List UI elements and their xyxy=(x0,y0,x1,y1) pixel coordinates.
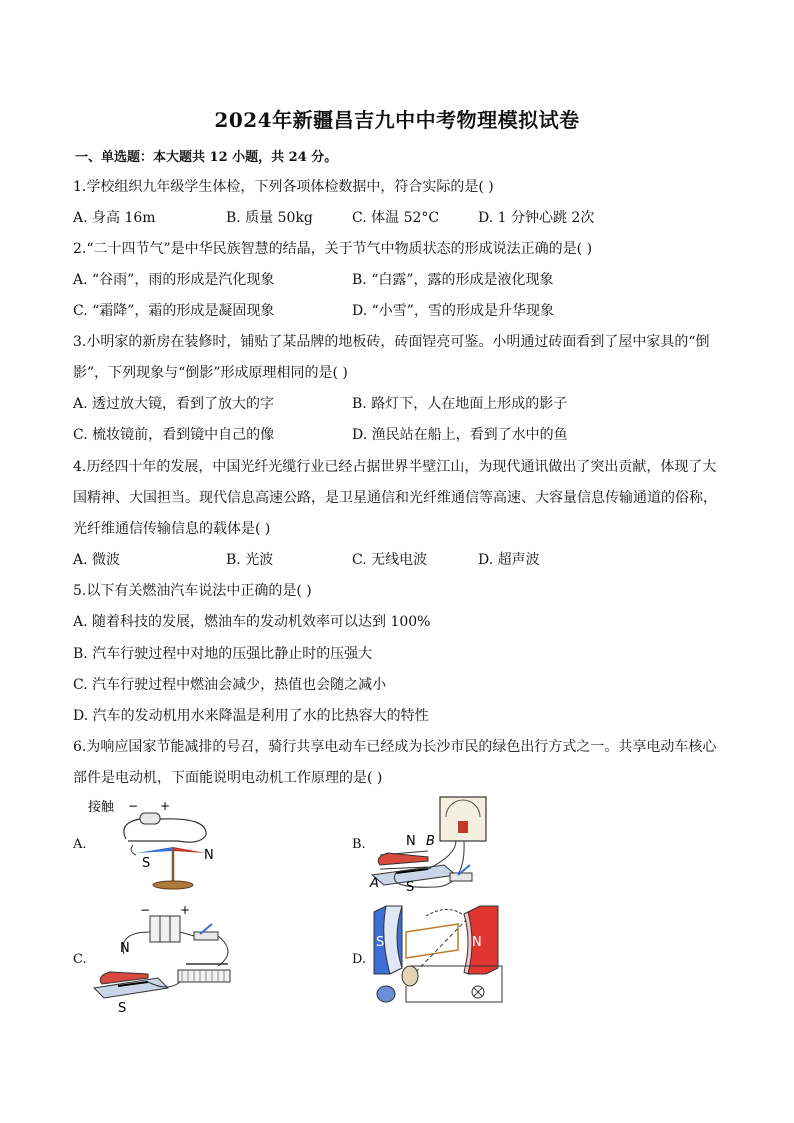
q1-option-a[interactable]: A. 身高 16m xyxy=(73,210,156,226)
q5-option-c[interactable]: C. 汽车行驶过程中燃油会减少，热值也会随之减小 xyxy=(73,677,387,693)
question-3-stem-line1: 3.小明家的新房在装修时，铺贴了某品牌的地板砖，砖面锃亮可鉴。小明通过砖面看到了屋中家具的“倒 xyxy=(73,334,710,350)
q2-option-d[interactable]: D. “小雪”，雪的形成是升华现象 xyxy=(352,303,554,319)
q2-option-c[interactable]: C. “霜降”，霜的形成是凝固现象 xyxy=(73,303,275,319)
q3-option-c[interactable]: C. 梳妆镜前，看到镜中自己的像 xyxy=(73,427,275,443)
question-4-stem-line3: 光纤维通信传输信息的载体是( ) xyxy=(73,521,271,537)
stand-base-icon xyxy=(153,881,193,889)
q6-option-a-label[interactable]: A. xyxy=(73,837,87,852)
rotation-arrow-icon xyxy=(131,845,136,855)
battery-icon xyxy=(140,813,160,824)
crank-wheel-icon xyxy=(377,986,395,1002)
fig-b-n-label: N xyxy=(406,834,416,849)
q4-option-a[interactable]: A. 微波 xyxy=(73,552,121,568)
question-4-stem-line1: 4.历经四十年的发展，中国光纤光缆行业已经占据世界半壁江山，为现代通讯做出了突出贡献，体现了大 xyxy=(73,459,717,475)
needle-south-icon xyxy=(136,847,173,853)
fig-c-n-label: N xyxy=(120,941,130,956)
battery-cell-icon xyxy=(170,916,180,942)
q3-option-b[interactable]: B. 路灯下，人在地面上形成的影子 xyxy=(352,396,568,412)
figure-d-generator-model xyxy=(366,902,506,1012)
fig-a-touch-label: 接触 xyxy=(88,800,115,815)
fig-b-b-label: B xyxy=(426,834,435,849)
q3-option-a[interactable]: A. 透过放大镜，看到了放大的字 xyxy=(73,396,275,412)
question-6-stem-line2: 部件是电动机，下面能说明电动机工作原理的是( ) xyxy=(73,770,383,786)
fig-b-s-label: S xyxy=(406,880,415,895)
question-4-stem-line2: 国精神、大国担当。现代信息高速公路，是卫星通信和光纤维通信等高速、大容量信息传输通道的俗称， xyxy=(73,490,717,506)
question-2-stem: 2.“二十四节气”是中华民族智慧的结晶，关于节气中物质状态的形成说法正确的是( ) xyxy=(73,241,593,257)
q4-option-b[interactable]: B. 光波 xyxy=(226,552,274,568)
q6-option-b-label[interactable]: B. xyxy=(352,837,366,852)
figure-c-motor-experiment xyxy=(88,902,238,1016)
horseshoe-magnet-icon xyxy=(378,853,428,865)
exam-title: 2024年新疆昌吉九中中考物理模拟试卷 xyxy=(214,108,580,132)
galvanometer-icon xyxy=(440,797,486,841)
fig-a-n-label: N xyxy=(204,848,214,863)
q5-option-a[interactable]: A. 随着科技的发展，燃油车的发动机效率可以达到 100% xyxy=(73,614,431,630)
q3-option-d[interactable]: D. 渔民站在船上，看到了水中的鱼 xyxy=(352,427,568,443)
fig-c-plus-label: + xyxy=(180,903,191,917)
rotation-arrow-icon xyxy=(426,909,462,916)
question-5-stem: 5.以下有关燃油汽车说法中正确的是( ) xyxy=(73,583,312,599)
rheostat-icon xyxy=(178,970,230,982)
q1-option-b[interactable]: B. 质量 50kg xyxy=(226,210,313,226)
q2-option-b[interactable]: B. “白露”，露的形成是液化现象 xyxy=(352,272,554,288)
q4-option-c[interactable]: C. 无线电波 xyxy=(352,552,428,568)
figure-b-induction-experiment xyxy=(366,795,496,895)
coil-icon xyxy=(406,924,458,958)
q1-option-d[interactable]: D. 1 分钟心跳 2次 xyxy=(478,210,595,226)
wire-icon xyxy=(124,819,206,842)
needle-north-icon xyxy=(173,847,206,853)
q5-option-b[interactable]: B. 汽车行驶过程中对地的压强比静止时的压强大 xyxy=(73,646,373,662)
fig-d-s-label: S xyxy=(376,935,385,950)
galvanometer-dial-icon xyxy=(458,821,468,833)
fig-b-a-label: A xyxy=(370,876,379,891)
slip-ring-icon xyxy=(402,966,418,986)
question-1-stem: 1.学校组织九年级学生体检，下列各项体检数据中，符合实际的是( ) xyxy=(73,179,494,195)
q6-option-c-label[interactable]: C. xyxy=(73,952,87,967)
fig-a-minus-label: − xyxy=(128,799,139,813)
question-3-stem-line2: 影”，下列现象与“倒影”形成原理相同的是( ) xyxy=(73,365,348,381)
switch-icon xyxy=(450,873,472,881)
section-heading: 一、单选题：本大题共 12 小题，共 24 分。 xyxy=(75,150,338,165)
q2-option-a[interactable]: A. “谷雨”，雨的形成是汽化现象 xyxy=(73,272,275,288)
q5-option-d[interactable]: D. 汽车的发动机用水来降温是利用了水的比热容大的特性 xyxy=(73,708,429,724)
q4-option-d[interactable]: D. 超声波 xyxy=(478,552,540,568)
fig-c-minus-label: − xyxy=(140,903,151,917)
fig-a-s-label: S xyxy=(142,856,151,871)
figure-a-oersted-experiment xyxy=(88,795,228,895)
battery-cell-icon xyxy=(150,916,160,942)
fig-c-s-label: S xyxy=(118,1001,127,1016)
battery-cell-icon xyxy=(160,916,170,942)
switch-icon xyxy=(194,932,218,940)
q1-option-c[interactable]: C. 体温 52°C xyxy=(352,210,440,226)
fig-d-n-label: N xyxy=(472,935,482,950)
fig-a-plus-label: + xyxy=(160,799,171,813)
question-6-stem-line1: 6.为响应国家节能减排的号召，骑行共享电动车已经成为长沙市民的绿色出行方式之一。共享电动车核心 xyxy=(73,739,717,755)
q6-option-d-label[interactable]: D. xyxy=(352,952,367,967)
